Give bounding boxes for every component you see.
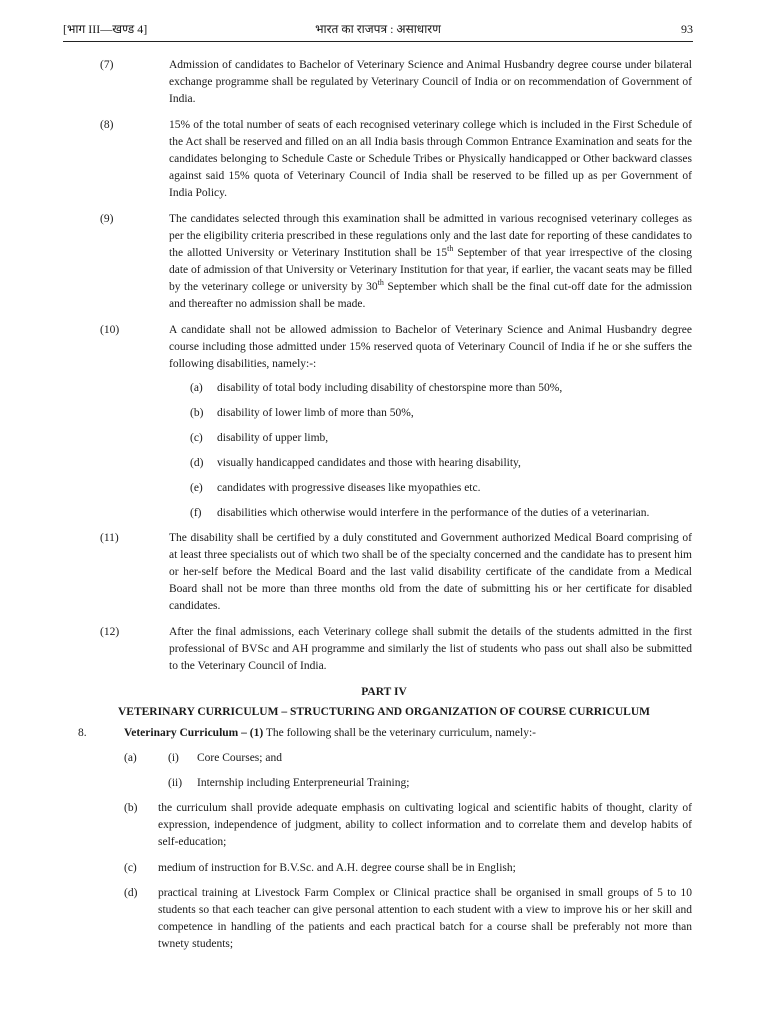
disability-item bbox=[190, 405, 710, 422]
section-intro bbox=[124, 725, 692, 742]
clause-11 bbox=[100, 530, 692, 615]
header-page-number: 93 bbox=[681, 22, 693, 36]
section-text: The following shall be the veterinary curriculum, namely:- bbox=[263, 727, 536, 739]
disability-item bbox=[190, 505, 710, 522]
clause-number: (9) bbox=[100, 213, 114, 225]
subitem-label: (i) bbox=[168, 752, 179, 764]
clause-text: A candidate shall not be allowed admission to Bachelor of Veterinary Science and Animal Husbandry degree course including those admitted under 15% reserved quota of Veterinary Council of India if he or she suffers the following disabilities, namely:-: bbox=[169, 324, 692, 370]
clause-9 bbox=[100, 211, 692, 313]
ordinal-suffix: th bbox=[377, 278, 384, 288]
header-gazette-title: भारत का राजपत्र : असाधारण bbox=[315, 22, 441, 36]
clause-7 bbox=[100, 57, 692, 108]
item-label: (b) bbox=[124, 802, 138, 814]
subitem-label: (ii) bbox=[168, 777, 183, 789]
subitem-text: Core Courses; and bbox=[197, 752, 282, 764]
item-label: (b) bbox=[190, 407, 204, 419]
clause-text: Admission of candidates to Bachelor of Veterinary Science and Animal Husbandry degree course under bilateral exchange programme shall be regulated by Veterinary Council of India or on recommendation of Government of India. bbox=[169, 59, 692, 105]
item-label: (d) bbox=[190, 457, 204, 469]
disability-item bbox=[190, 380, 710, 397]
clause-text: The disability shall be certified by a duly constituted and Government authorized Medical Board comprising of at least three specialists out of which two shall be of the specialty concerned and the candidate has to present him or her-self before the Medical Board and the last valid disability certificate of the candidate from a Medical Board shall not be more than three months old from the date of submitting his or her certificate for disabled candidates. bbox=[169, 532, 692, 612]
clause-text: After the final admissions, each Veterinary college shall submit the details of the students admitted in the first professional of BVSc and AH programme and similarly the list of students who pass out shall also be submitted to the Veterinary Council of India. bbox=[169, 626, 692, 672]
item-label: (f) bbox=[190, 507, 202, 519]
clause-text-part: The candidates selected through this examination shall be admitted in various recognised veterinary colleges as per the eligibility criteria prescribed in these regulations only and the last date for reporting of these candidates to the allotted University or Veterinary Institution shall be 15 bbox=[169, 213, 692, 259]
clause-number: (8) bbox=[100, 119, 114, 131]
disability-item bbox=[190, 480, 710, 497]
disability-item bbox=[190, 455, 710, 472]
curriculum-subitem bbox=[168, 775, 668, 792]
item-text: the curriculum shall provide adequate emphasis on cultivating logical and scientific habits of thought, clarity of expression, independence of judgment, ability to collect information and to correlate them and develop habits of self-education; bbox=[158, 802, 692, 848]
clause-number: (10) bbox=[100, 324, 120, 336]
curriculum-item-c bbox=[124, 860, 692, 877]
clause-8 bbox=[100, 117, 692, 202]
item-label: (d) bbox=[124, 887, 138, 899]
section-heading: Veterinary Curriculum – (1) bbox=[124, 727, 264, 739]
item-label: (e) bbox=[190, 482, 203, 494]
item-text: practical training at Livestock Farm Complex or Clinical practice shall be organised in small groups of 5 to 10 students so that each teacher can give personal attention to each student with a view to improve his or her skill and competence in handling of the patients and each practical batch for a course shall be preferably not more than twnety students; bbox=[158, 887, 692, 950]
subitem-text: Internship including Enterpreneurial Training; bbox=[197, 777, 410, 789]
ordinal-suffix: th bbox=[447, 244, 454, 254]
curriculum-subitem bbox=[168, 750, 668, 767]
part-title: PART IV bbox=[361, 686, 407, 698]
clause-12 bbox=[100, 624, 692, 675]
item-text: medium of instruction for B.V.Sc. and A.H. degree course shall be in English; bbox=[158, 862, 516, 874]
item-label: (c) bbox=[124, 862, 137, 874]
item-text: visually handicapped candidates and those with hearing disability, bbox=[217, 457, 521, 469]
clause-text: 15% of the total number of seats of each recognised veterinary college which is included in the First Schedule of the Act shall be reserved and filled on an all India basis through Common Entrance Examination and seats for the candidates belonging to Schedule Caste or Schedule Tribes or Physically handicapped or Other backward classes against said 15% quota of Veterinary Council of India shall be reserved to be filled up as per Government of India Policy. bbox=[169, 119, 692, 199]
item-label: (c) bbox=[190, 432, 203, 444]
item-text: disability of upper limb, bbox=[217, 432, 329, 444]
header-section-label: [भाग III—खण्ड 4] bbox=[63, 22, 148, 36]
section-number: 8. bbox=[78, 727, 87, 739]
item-label: (a) bbox=[124, 752, 137, 764]
item-text: disability of total body including disability of chestorspine more than 50%, bbox=[217, 382, 563, 394]
part-subtitle: VETERINARY CURRICULUM – STRUCTURING AND ORGANIZATION OF COURSE CURRICULUM bbox=[117, 706, 651, 718]
clause-text-part: September which shall be the final cut-off date for the admission and thereafter no admission shall be made. bbox=[169, 281, 692, 310]
clause-number: (12) bbox=[100, 626, 120, 638]
curriculum-item-b bbox=[124, 800, 692, 851]
item-text: disabilities which otherwise would interfere in the performance of the duties of a veterinarian. bbox=[217, 507, 650, 519]
item-text: disability of lower limb of more than 50%, bbox=[217, 407, 414, 419]
clause-10 bbox=[100, 322, 692, 373]
clause-number: (11) bbox=[100, 532, 119, 544]
item-text: candidates with progressive diseases like myopathies etc. bbox=[217, 482, 481, 494]
item-label: (a) bbox=[190, 382, 203, 394]
disability-item bbox=[190, 430, 710, 447]
header-divider bbox=[63, 41, 693, 42]
clause-text bbox=[169, 211, 692, 313]
page-header bbox=[63, 21, 693, 38]
curriculum-item-d bbox=[124, 885, 692, 953]
clause-number: (7) bbox=[100, 59, 114, 71]
section-8 bbox=[78, 725, 692, 742]
clause-text-part: September of that year irrespective of the closing date of admission of that University or Veterinary Institution for that year, if earlier, the vacant seats may be filled by the veterinary college or university by 30 bbox=[169, 247, 692, 293]
